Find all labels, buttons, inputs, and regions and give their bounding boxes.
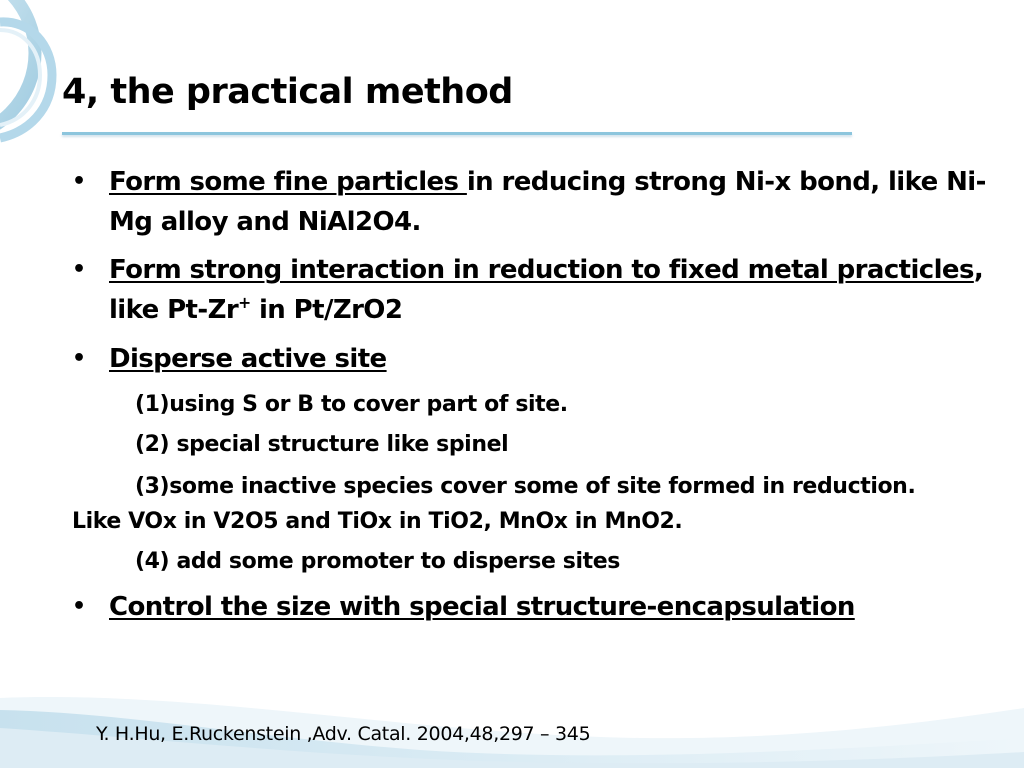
bullet-underlined-text: Form strong interaction in reduction to fixed metal practicles [109,255,974,285]
sub-item-continuation: Like VOx in V2O5 and TiOx in TiO2, MnOx in MnO2. [72,509,683,534]
bullet-item [72,250,992,330]
title-underline-rule [62,132,852,135]
bullet-underlined-text: Control the size with special structure-encapsulation [109,592,855,622]
bullet-text [109,339,992,379]
sub-item: (2) special structure like spinel [135,432,509,457]
bullet-item [72,587,992,627]
bullet-underlined-text: Disperse active site [109,344,387,374]
corner-ring-ornament [0,0,52,138]
bullet-dot-icon: • [72,594,86,619]
bullet-text [109,587,992,627]
bullet-dot-icon: • [72,169,86,194]
superscript-plus: + [238,293,251,312]
sub-item: (1)using S or B to cover part of site. [135,392,568,417]
bullet-rest-text: in reducing strong Ni-x bond, like Ni-Mg alloy and NiAl2O4. [109,167,986,237]
bullet-rest-text: , like Pt-Zr [109,255,984,325]
sub-item: (4) add some promoter to disperse sites [135,549,620,574]
bullet-rest-text-after: in Pt/ZrO2 [250,295,403,325]
bullet-item [72,339,992,379]
sub-item: (3)some inactive species cover some of site formed in reduction. [135,474,916,499]
bullet-text [109,250,992,330]
bullet-dot-icon: • [72,346,86,371]
citation-footer: Y. H.Hu, E.Ruckenstein ,Adv. Catal. 2004,48,297 – 345 [96,723,591,745]
bullet-item [72,162,992,242]
bullet-underlined-text: Form some fine particles [109,167,467,197]
bullet-dot-icon: • [72,257,86,282]
slide-title: 4, the practical method [62,72,513,112]
bullet-text [109,162,992,242]
